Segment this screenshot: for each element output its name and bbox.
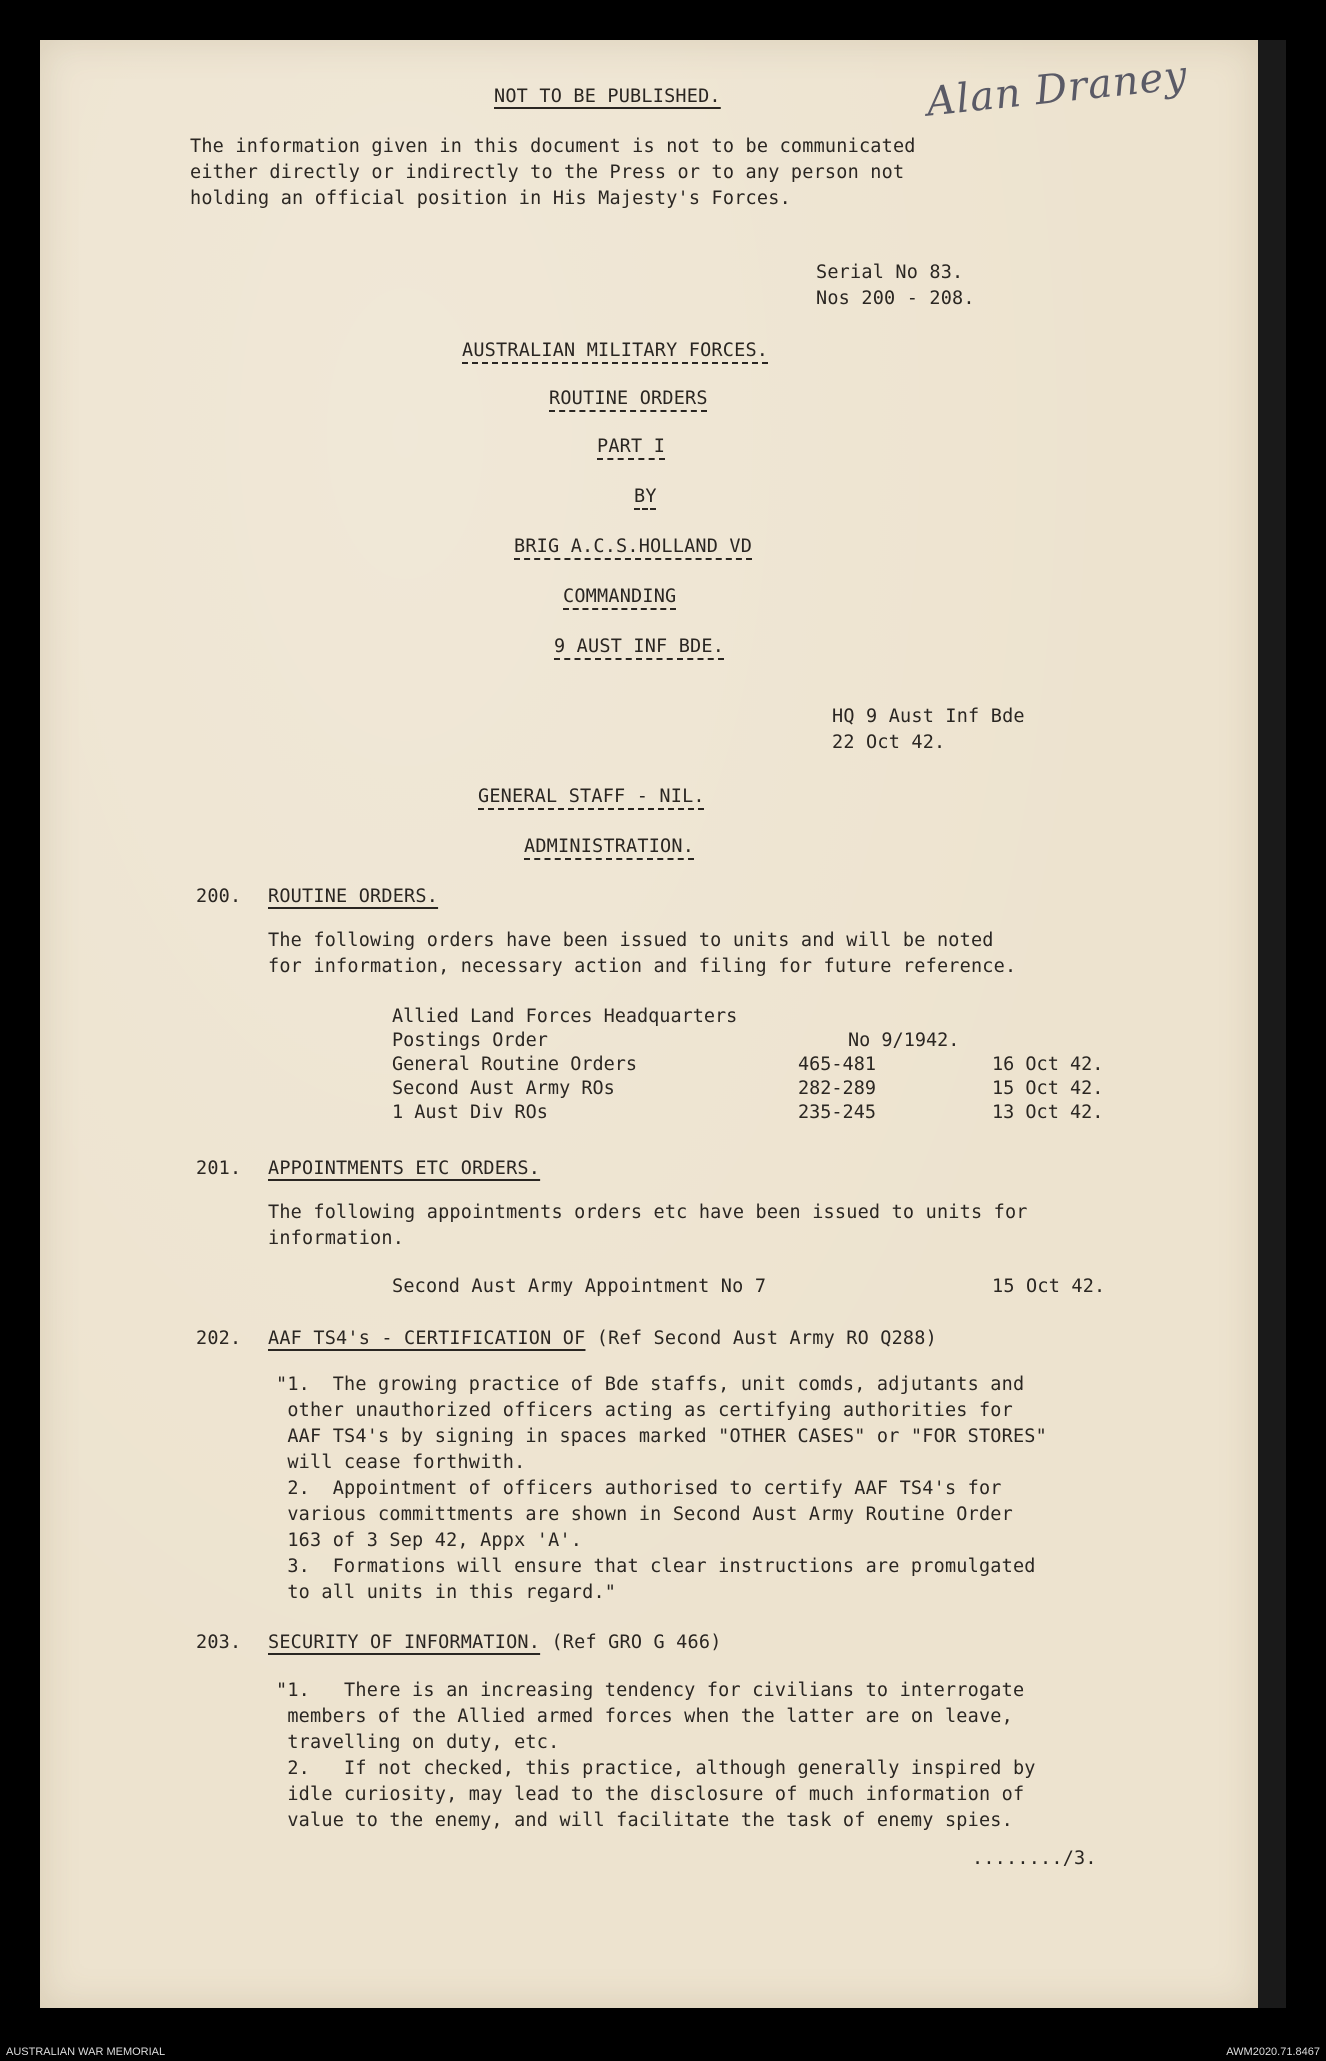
hq-date: 22 Oct 42. <box>832 732 946 753</box>
appointment-date: 15 Oct 42. <box>992 1276 1106 1297</box>
archive-name: AUSTRALIAN WAR MEMORIAL <box>6 2046 166 2058</box>
para-200-line-1: The following orders have been issued to units and will be noted <box>268 930 994 951</box>
serial-number: Serial No 83. <box>816 262 964 283</box>
order-date: 16 Oct 42. <box>992 1054 1104 1075</box>
para-201-line-1: The following appointments orders etc have been issued to units for <box>268 1202 1028 1223</box>
para-203-line: 2. If not checked, this practice, although generally inspired by <box>276 1758 1036 1779</box>
para-202-line: will cease forthwith. <box>276 1452 526 1473</box>
order-date: 15 Oct 42. <box>992 1078 1104 1099</box>
orders-title: ROUTINE ORDERS <box>549 388 708 409</box>
order-name: Postings Order <box>392 1030 548 1051</box>
order-name: Allied Land Forces Headquarters <box>392 1006 738 1027</box>
serial-range: Nos 200 - 208. <box>816 288 975 309</box>
para-203-line: "1. There is an increasing tendency for civilians to interrogate <box>276 1680 1025 1701</box>
para-200-heading: ROUTINE ORDERS. <box>268 886 439 907</box>
para-202-ref: (Ref Second Aust Army RO Q288) <box>585 1328 937 1349</box>
para-201-heading: APPOINTMENTS ETC ORDERS. <box>268 1158 541 1179</box>
document-heading: NOT TO BE PUBLISHED. <box>494 86 721 107</box>
para-200-number: 200. <box>196 886 242 907</box>
handwritten-signature: Alan Draney <box>924 52 1190 126</box>
order-date: 13 Oct 42. <box>992 1102 1104 1123</box>
hq-line: HQ 9 Aust Inf Bde <box>832 706 1025 727</box>
order-numbers: 282-289 <box>798 1078 876 1099</box>
general-staff-heading: GENERAL STAFF - NIL. <box>478 786 705 807</box>
order-name: Second Aust Army ROs <box>392 1078 615 1099</box>
administration-heading: ADMINISTRATION. <box>524 836 695 857</box>
para-200-line-2: for information, necessary action and filing for future reference. <box>268 956 1017 977</box>
para-203-heading: SECURITY OF INFORMATION. <box>268 1632 541 1653</box>
para-203-heading-line <box>268 1632 722 1653</box>
para-202-heading: AAF TS4's - CERTIFICATION OF <box>268 1328 586 1349</box>
para-203-number: 203. <box>196 1632 242 1653</box>
order-numbers: No 9/1942. <box>848 1030 960 1051</box>
unit-title: 9 AUST INF BDE. <box>554 636 725 657</box>
para-202-line: to all units in this regard." <box>276 1582 617 1603</box>
para-203-line: members of the Allied armed forces when the latter are on leave, <box>276 1706 1013 1727</box>
order-name: 1 Aust Div ROs <box>392 1102 548 1123</box>
para-203-line: idle curiosity, may lead to the disclosure of much information of <box>276 1784 1025 1805</box>
para-202-line: 163 of 3 Sep 42, Appx 'A'. <box>276 1530 583 1551</box>
para-202-line: 3. Formations will ensure that clear instructions are promulgated <box>276 1556 1036 1577</box>
appointment-item: Second Aust Army Appointment No 7 <box>392 1276 767 1297</box>
para-202-line: other unauthorized officers acting as certifying authorities for <box>276 1400 1013 1421</box>
archive-id: AWM2020.71.8467 <box>1226 2046 1320 2058</box>
warning-line-3: holding an official position in His Majesty's Forces. <box>190 188 791 209</box>
continuation-marker: ......../3. <box>972 1848 1097 1869</box>
order-numbers: 235-245 <box>798 1102 876 1123</box>
para-202-heading-line <box>268 1328 937 1349</box>
part-title: PART I <box>597 436 666 457</box>
para-202-line: various committments are shown in Second Aust Army Routine Order <box>276 1504 1013 1525</box>
para-201-line-2: information. <box>268 1228 405 1249</box>
para-201-number: 201. <box>196 1158 242 1179</box>
by-title: BY <box>634 486 657 507</box>
para-203-ref: (Ref GRO G 466) <box>540 1632 722 1653</box>
warning-line-2: either directly or indirectly to the Press or to any person not <box>190 162 905 183</box>
para-203-line: travelling on duty, etc. <box>276 1732 560 1753</box>
para-203-line: value to the enemy, and will facilitate the task of enemy spies. <box>276 1810 1013 1831</box>
commanding-title: COMMANDING <box>563 586 677 607</box>
scan-edge <box>1258 40 1286 2008</box>
brig-title: BRIG A.C.S.HOLLAND VD <box>514 536 753 557</box>
para-202-line: 2. Appointment of officers authorised to certify AAF TS4's for <box>276 1478 1002 1499</box>
order-numbers: 465-481 <box>798 1054 876 1075</box>
forces-title: AUSTRALIAN MILITARY FORCES. <box>462 340 769 361</box>
para-202-number: 202. <box>196 1328 242 1349</box>
warning-line-1: The information given in this document is not to be communicated <box>190 136 916 157</box>
para-202-line: "1. The growing practice of Bde staffs, unit comds, adjutants and <box>276 1374 1025 1395</box>
order-name: General Routine Orders <box>392 1054 638 1075</box>
para-202-line: AAF TS4's by signing in spaces marked "OTHER CASES" or "FOR STORES" <box>276 1426 1047 1447</box>
